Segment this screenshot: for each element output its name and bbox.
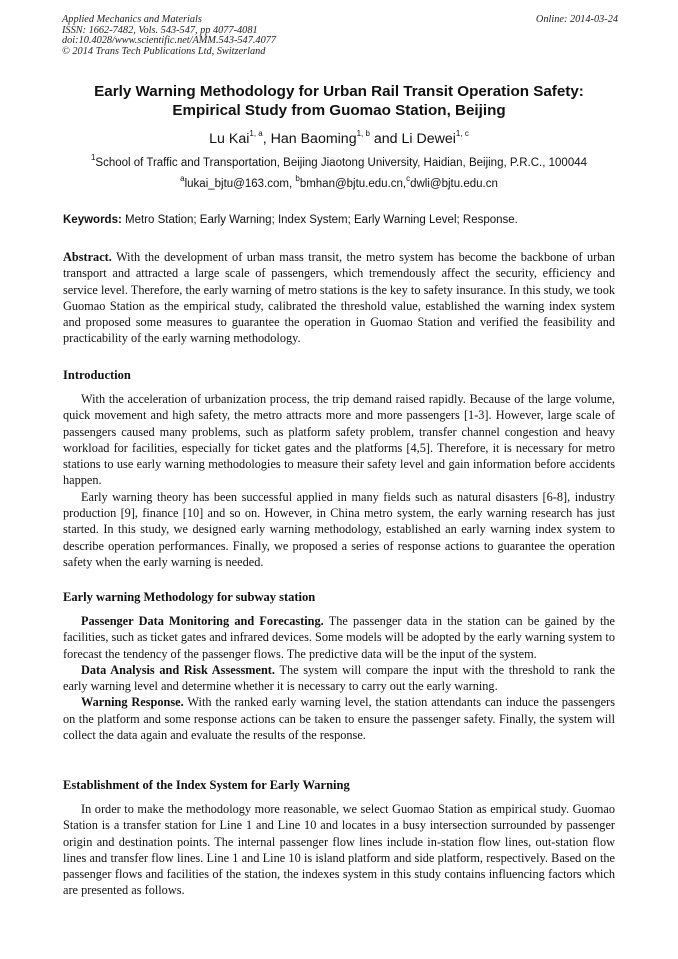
author-separator: , [262,131,271,147]
doi-line: doi:10.4028/www.scientific.net/AMM.543-547.4077 [62,35,277,47]
email-link[interactable]: lukai_bjtu@163.com, [184,178,296,190]
author-sup: 1, a [249,129,263,139]
affiliation-text: School of Traffic and Transportation, Beijing Jiaotong University, Haidian, Beijing, P.R.C., 100044 [95,157,588,169]
paragraph-text: The system will compare the input with the threshold to rank the early warning level and determine whether it is necessary to carry out the early warning. [63,662,615,694]
run-in-heading: Data Analysis and Risk Assessment. [81,662,275,677]
run-in-heading: Passenger Data Monitoring and Forecasting. [81,614,324,628]
abstract [63,249,615,347]
section-heading-index-system: Establishment of the Index System for Early Warning [63,778,350,792]
abstract-label: Abstract. [63,250,112,264]
issn-line: ISSN: 1662-7482, Vols. 543-547, pp 4077-4081 [62,24,258,36]
email-sup: a [180,174,185,184]
paragraph: Early warning theory has been successful applied in many fields such as natural disasters [6-8], industry production [9], finance [10] and so on. However, in China metro system, the early warning research has just started. In this study, we designed early warning methodology, established an early warning index system to describe operation performances. Finally, we proposed a series of response actions to guarantee the operation safety when the early warning is needed. [63,489,615,569]
keywords-label: Keywords: [63,214,122,226]
author-name: Han Baoming [270,131,357,147]
journal-name: Applied Mechanics and Materials [62,14,202,25]
author-emails [0,174,678,190]
keywords-text: Metro Station; Early Warning; Index System; Early Warning Level; Response. [121,214,518,226]
author-sup: 1, c [455,129,469,139]
paper-title [40,82,638,120]
affiliation [0,153,678,169]
author-name: Lu Kai [209,131,250,147]
paragraph-text: The passenger data in the station can be gained by the facilities, such as ticket gates and infrared devices. Some models will be adopted by the early warning system to forecast the tendency of the passenger flows. The predictive data will be the input of the system. [63,614,616,661]
run-in-heading: Warning Response. [81,695,184,710]
paragraph: In order to make the methodology more reasonable, we select Guomao Station as empirical study. Guomao Station is a transfer station for Line 1 and Line 10 and locates in a busy intersection surrounded by passenger origin and destination points. The internal passenger flow lines include in-station flow lines, out-station flow lines and transfer flow lines. Line 1 and Line 10 is island platform and side platform, respectively. Based on the passenger flows and facilities of the station, the indexes system in this study contains influencing factors which are presented as follows. [63,802,615,898]
author-list [0,131,678,147]
paragraph-text: With the ranked early warning level, the station attendants can induce the passengers on the platform and some response actions can be taken to ensure the passenger safety. Finally, the system will collect the data again and evaluate the results of the response. [63,695,615,743]
author-separator: and [369,131,402,147]
copyright-line: © 2014 Trans Tech Publications Ltd, Switzerland [62,45,266,57]
affiliation-sup: 1 [90,153,96,163]
email-link[interactable]: dwli@bjtu.edu.cn [410,178,498,190]
title-line-1: Early Warning Methodology for Urban Rail Transit Operation Safety: [94,83,584,100]
paragraph [63,662,615,695]
introduction-body [63,391,615,570]
abstract-text: With the development of urban mass transit, the metro system has become the backbone of urban transport and attracted a large scale of passengers, which tremendously affect the security, efficiency and service level. Therefore, the early warning of metro stations is the key to safety insurance. In this study, we took Guomao Station as the empirical study, calibrated the threshold value, established the warning index system and proposed some measures to guarantee the operation in Guomao Station and verified the feasibility and practicability of the early warning methodology. [63,250,615,346]
methodology-body [63,613,615,743]
email-sup: b [295,174,300,184]
journal-header [62,15,618,57]
author-sup: 1, b [356,129,370,139]
email-sup: c [406,174,411,184]
paragraph: With the acceleration of urbanization process, the trip demand raised rapidly. Because of the large volume, quick movement and high safety, the metro attracts more and more passengers [1-3]. However, large scale of passengers caused many problems, such as platform safety problem, transfer channel congestion and heavy workload for facilities, especially for ticket gates and the platforms [4,5]. Therefore, it is necessary for metro stations to use early warning methodologies to measure their safety level and gain information before accidents happen. [63,392,615,488]
email-link[interactable]: bmhan@bjtu.edu.cn, [299,178,407,190]
online-date: Online: 2014-03-24 [535,14,618,25]
paragraph [63,694,615,743]
title-line-2: Empirical Study from Guomao Station, Beijing [172,102,506,119]
paragraph [63,613,615,662]
section-heading-introduction: Introduction [63,368,131,382]
author-name: Li Dewei [401,131,456,147]
section-heading-methodology: Early warning Methodology for subway station [63,590,316,604]
keywords [63,214,618,226]
index-system-body [63,801,615,899]
